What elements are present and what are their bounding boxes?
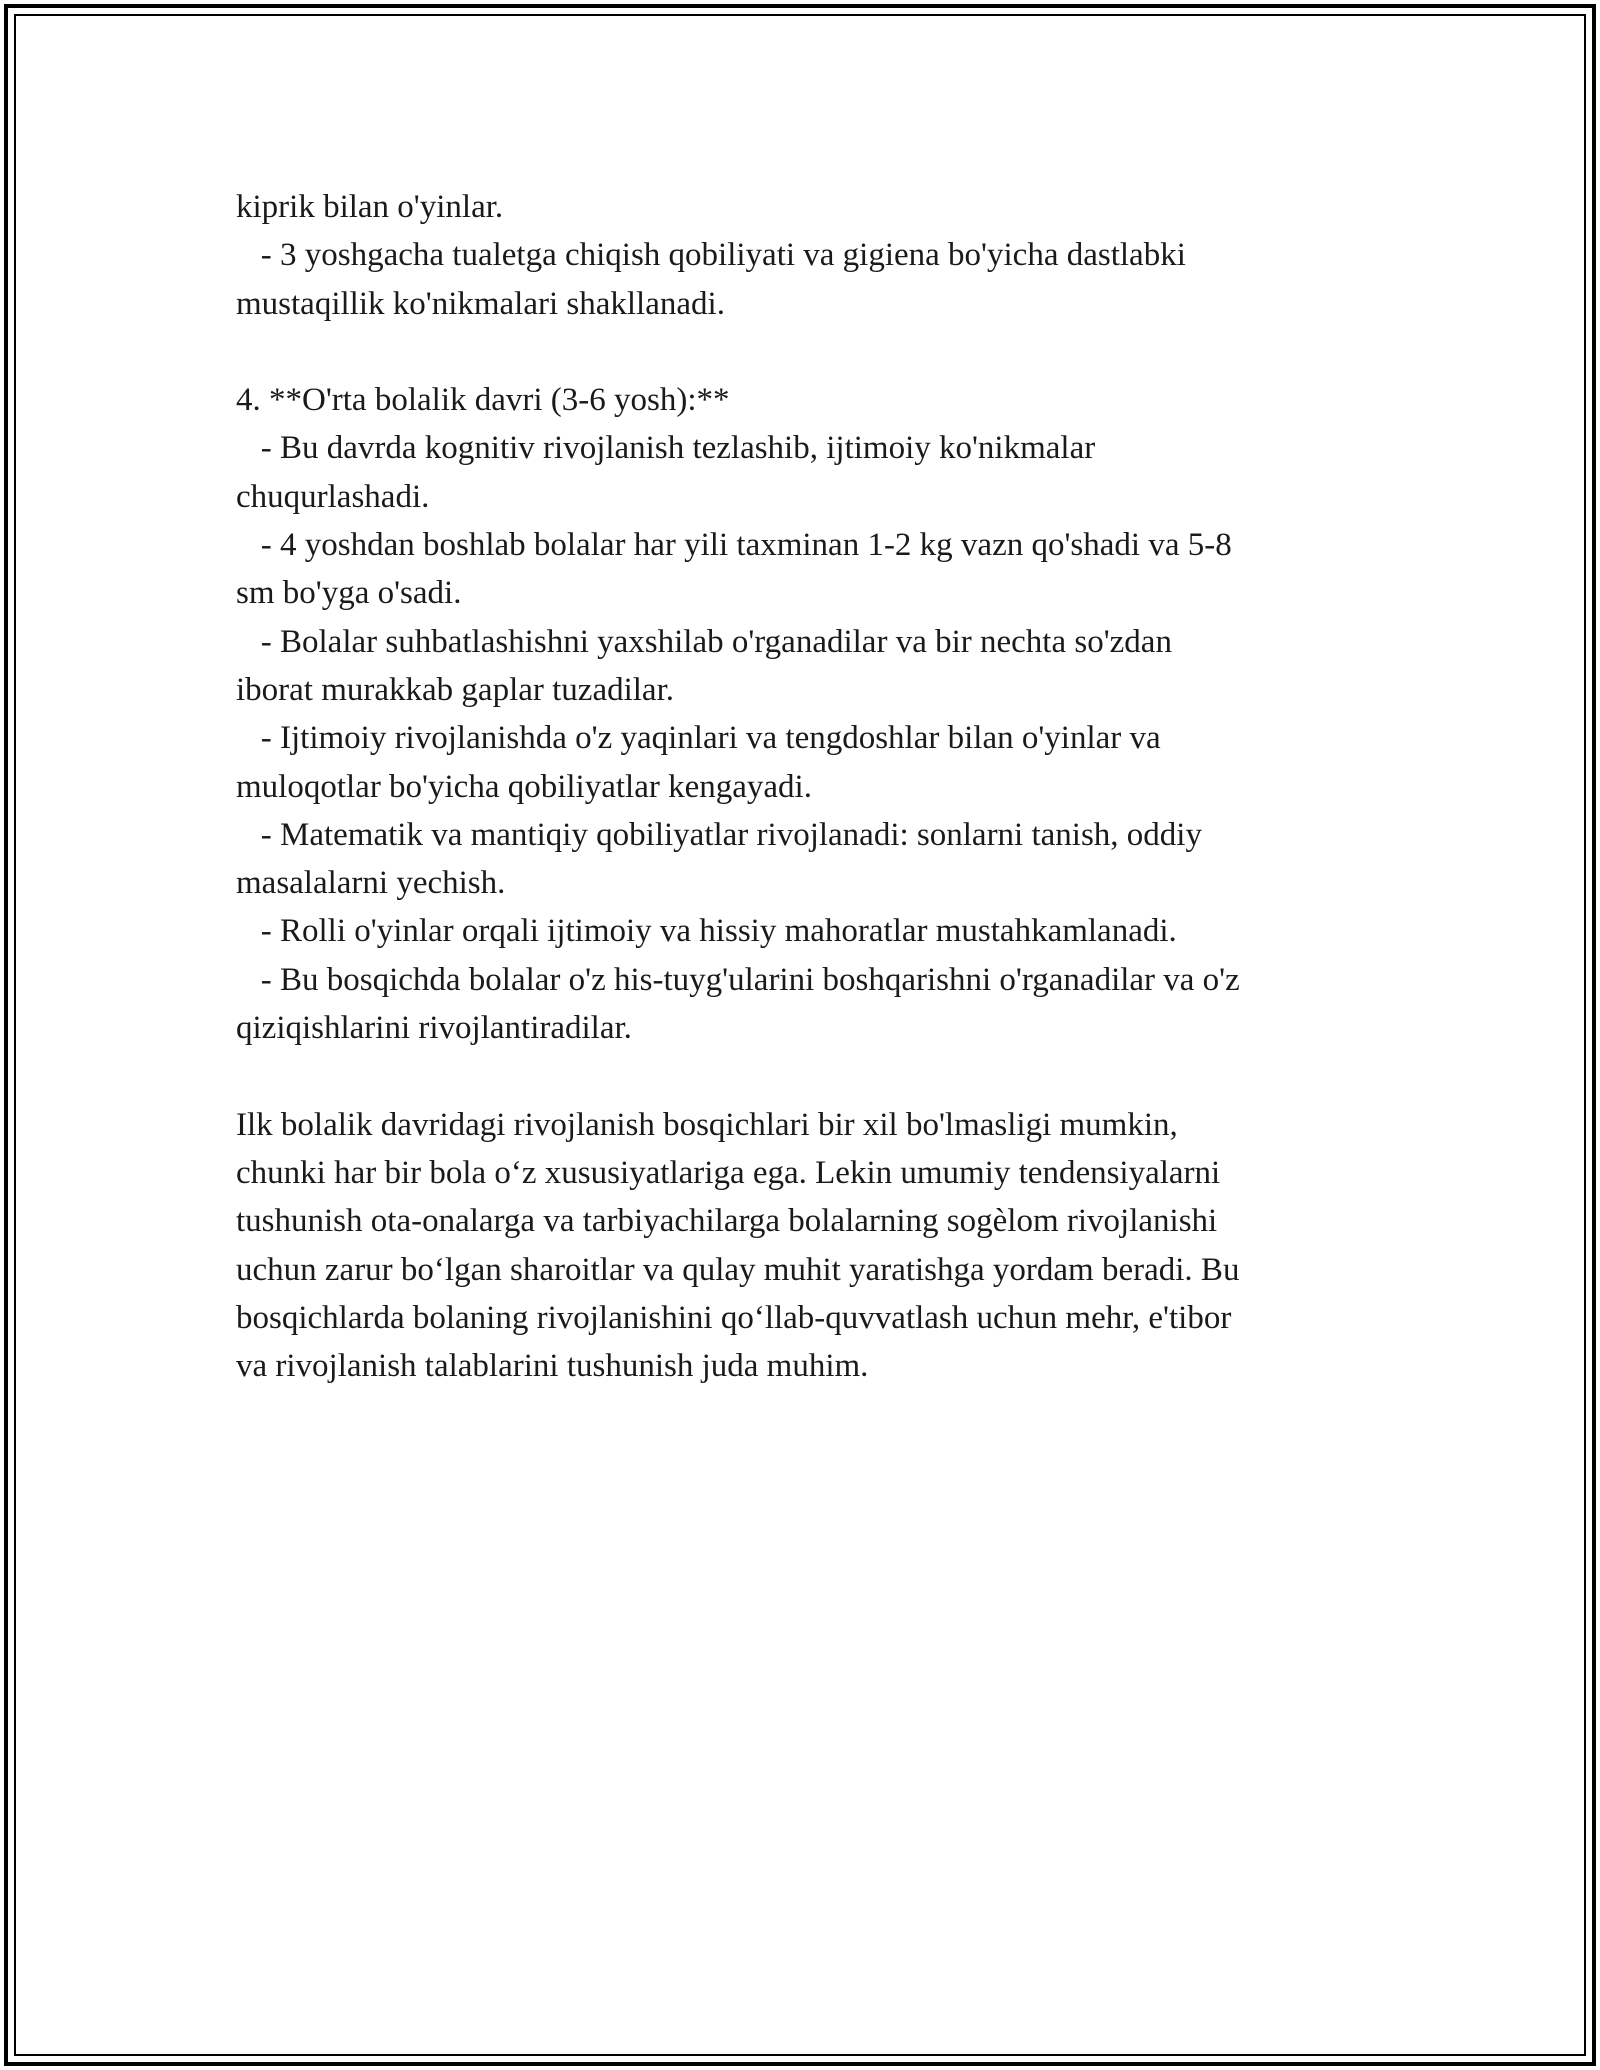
document-body: [236, 183, 1366, 1390]
paragraph-line: tushunish ota-onalarga va tarbiyachilarga bolalarning sogèlom rivojlanishi: [236, 1203, 1218, 1240]
list-item-line: - 4 yoshdan boshlab bolalar har yili taxminan 1-2 kg vazn qo'shadi va 5-8: [236, 527, 1232, 564]
list-item-line: - Bu davrda kognitiv rivojlanish tezlashib, ijtimoiy ko'nikmalar: [236, 430, 1096, 467]
paragraph-line: bosqichlarda bolaning rivojlanishini qo‘llab-quvvatlash uchun mehr, e'tibor: [236, 1299, 1232, 1336]
blank-line: [236, 328, 1366, 376]
paragraph-line: va rivojlanish talablarini tushunish juda muhim.: [236, 1348, 869, 1385]
paragraph-line: chunki har bir bola o‘z xususiyatlariga ega. Lekin umumiy tendensiyalarni: [236, 1154, 1221, 1191]
text-line: iborat murakkab gaplar tuzadilar.: [236, 671, 674, 708]
text-line: sm bo'yga o'sadi.: [236, 575, 462, 612]
text-line: kiprik bilan o'yinlar.: [236, 189, 504, 225]
blank-line: [236, 1052, 1366, 1100]
text-line: chuqurlashadi.: [236, 478, 430, 515]
list-item-line: - Ijtimoiy rivojlanishda o'z yaqinlari va tengdoshlar bilan o'yinlar va: [236, 720, 1161, 757]
section-heading: 4. **O'rta bolalik davri (3-6 yosh):**: [236, 382, 730, 419]
list-item-line: - 3 yoshgacha tualetga chiqish qobiliyati va gigiena bo'yicha dastlabki: [236, 237, 1186, 274]
list-item-line: - Matematik va mantiqiy qobiliyatlar rivojlanadi: sonlarni tanish, oddiy: [236, 816, 1202, 853]
list-item-line: - Bolalar suhbatlashishni yaxshilab o'rganadilar va bir nechta so'zdan: [236, 623, 1172, 660]
list-item-line: - Bu bosqichda bolalar o'z his-tuyg'ularini boshqarishni o'rganadilar va o'z: [236, 961, 1240, 998]
text-line: qiziqishlarini rivojlantiradilar.: [236, 1010, 632, 1047]
text-line: muloqotlar bo'yicha qobiliyatlar kengayadi.: [236, 768, 812, 805]
text-line: mustaqillik ko'nikmalari shakllanadi.: [236, 285, 725, 322]
list-item-line: - Rolli o'yinlar orqali ijtimoiy va hissiy mahoratlar mustahkamlanadi.: [236, 913, 1177, 950]
text-line: masalalarni yechish.: [236, 865, 506, 902]
paragraph-line: Ilk bolalik davridagi rivojlanish bosqichlari bir xil bo'lmasligi mumkin,: [236, 1106, 1178, 1143]
paragraph-line: uchun zarur bo‘lgan sharoitlar va qulay muhit yaratishga yordam beradi. Bu: [236, 1251, 1240, 1288]
